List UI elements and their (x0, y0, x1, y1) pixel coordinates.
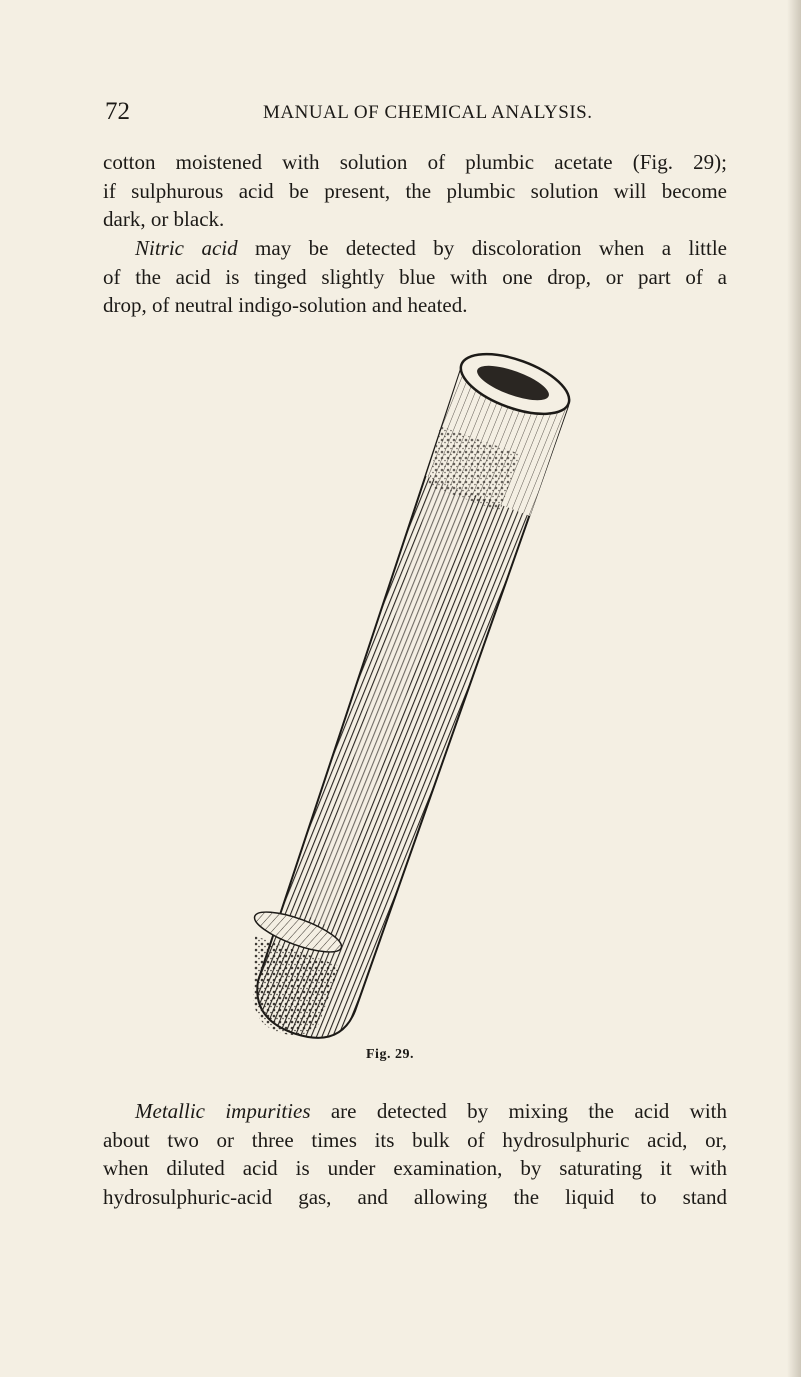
test-tube-figure (200, 336, 580, 1056)
text-line: about two or three times its bulk of hydrosulphuric acid, or, (103, 1127, 727, 1152)
text-fragment: are detected by mixing the acid with (310, 1099, 727, 1123)
text-line: if sulphurous acid be present, the plumbic solution will become (103, 178, 727, 203)
text-line: cotton moistened with solution of plumbic acetate (Fig. 29); (103, 150, 727, 174)
paragraph-nitric-acid (103, 234, 727, 320)
text-line (103, 234, 727, 263)
text-line: drop, of neutral indigo-solution and heated. (103, 293, 468, 317)
running-head: MANUAL OF CHEMICAL ANALYSIS. (263, 102, 593, 123)
paragraph-plumbic-acetate (103, 148, 727, 234)
text-line: hydrosulphuric-acid gas, and allowing the liquid to stand (103, 1184, 727, 1209)
page-number: 72 (105, 98, 130, 125)
paragraph-metallic-impurities (103, 1097, 727, 1211)
metallic-impurities-heading: Metallic impurities (135, 1099, 311, 1123)
nitric-acid-heading: Nitric acid (135, 236, 238, 260)
figure-caption: Fig. 29. (366, 1047, 414, 1062)
text-line: dark, or black. (103, 207, 225, 231)
text-fragment: may be detected by discoloration when a little (237, 236, 727, 260)
text-line: of the acid is tinged slightly blue with one drop, or part of a (103, 264, 727, 289)
test-tube-illustration-icon (200, 336, 580, 1056)
page-header (105, 98, 665, 128)
text-line (103, 1097, 727, 1126)
page-edge-shadow (787, 0, 801, 1377)
text-line: when diluted acid is under examination, by saturating it with (103, 1156, 727, 1180)
